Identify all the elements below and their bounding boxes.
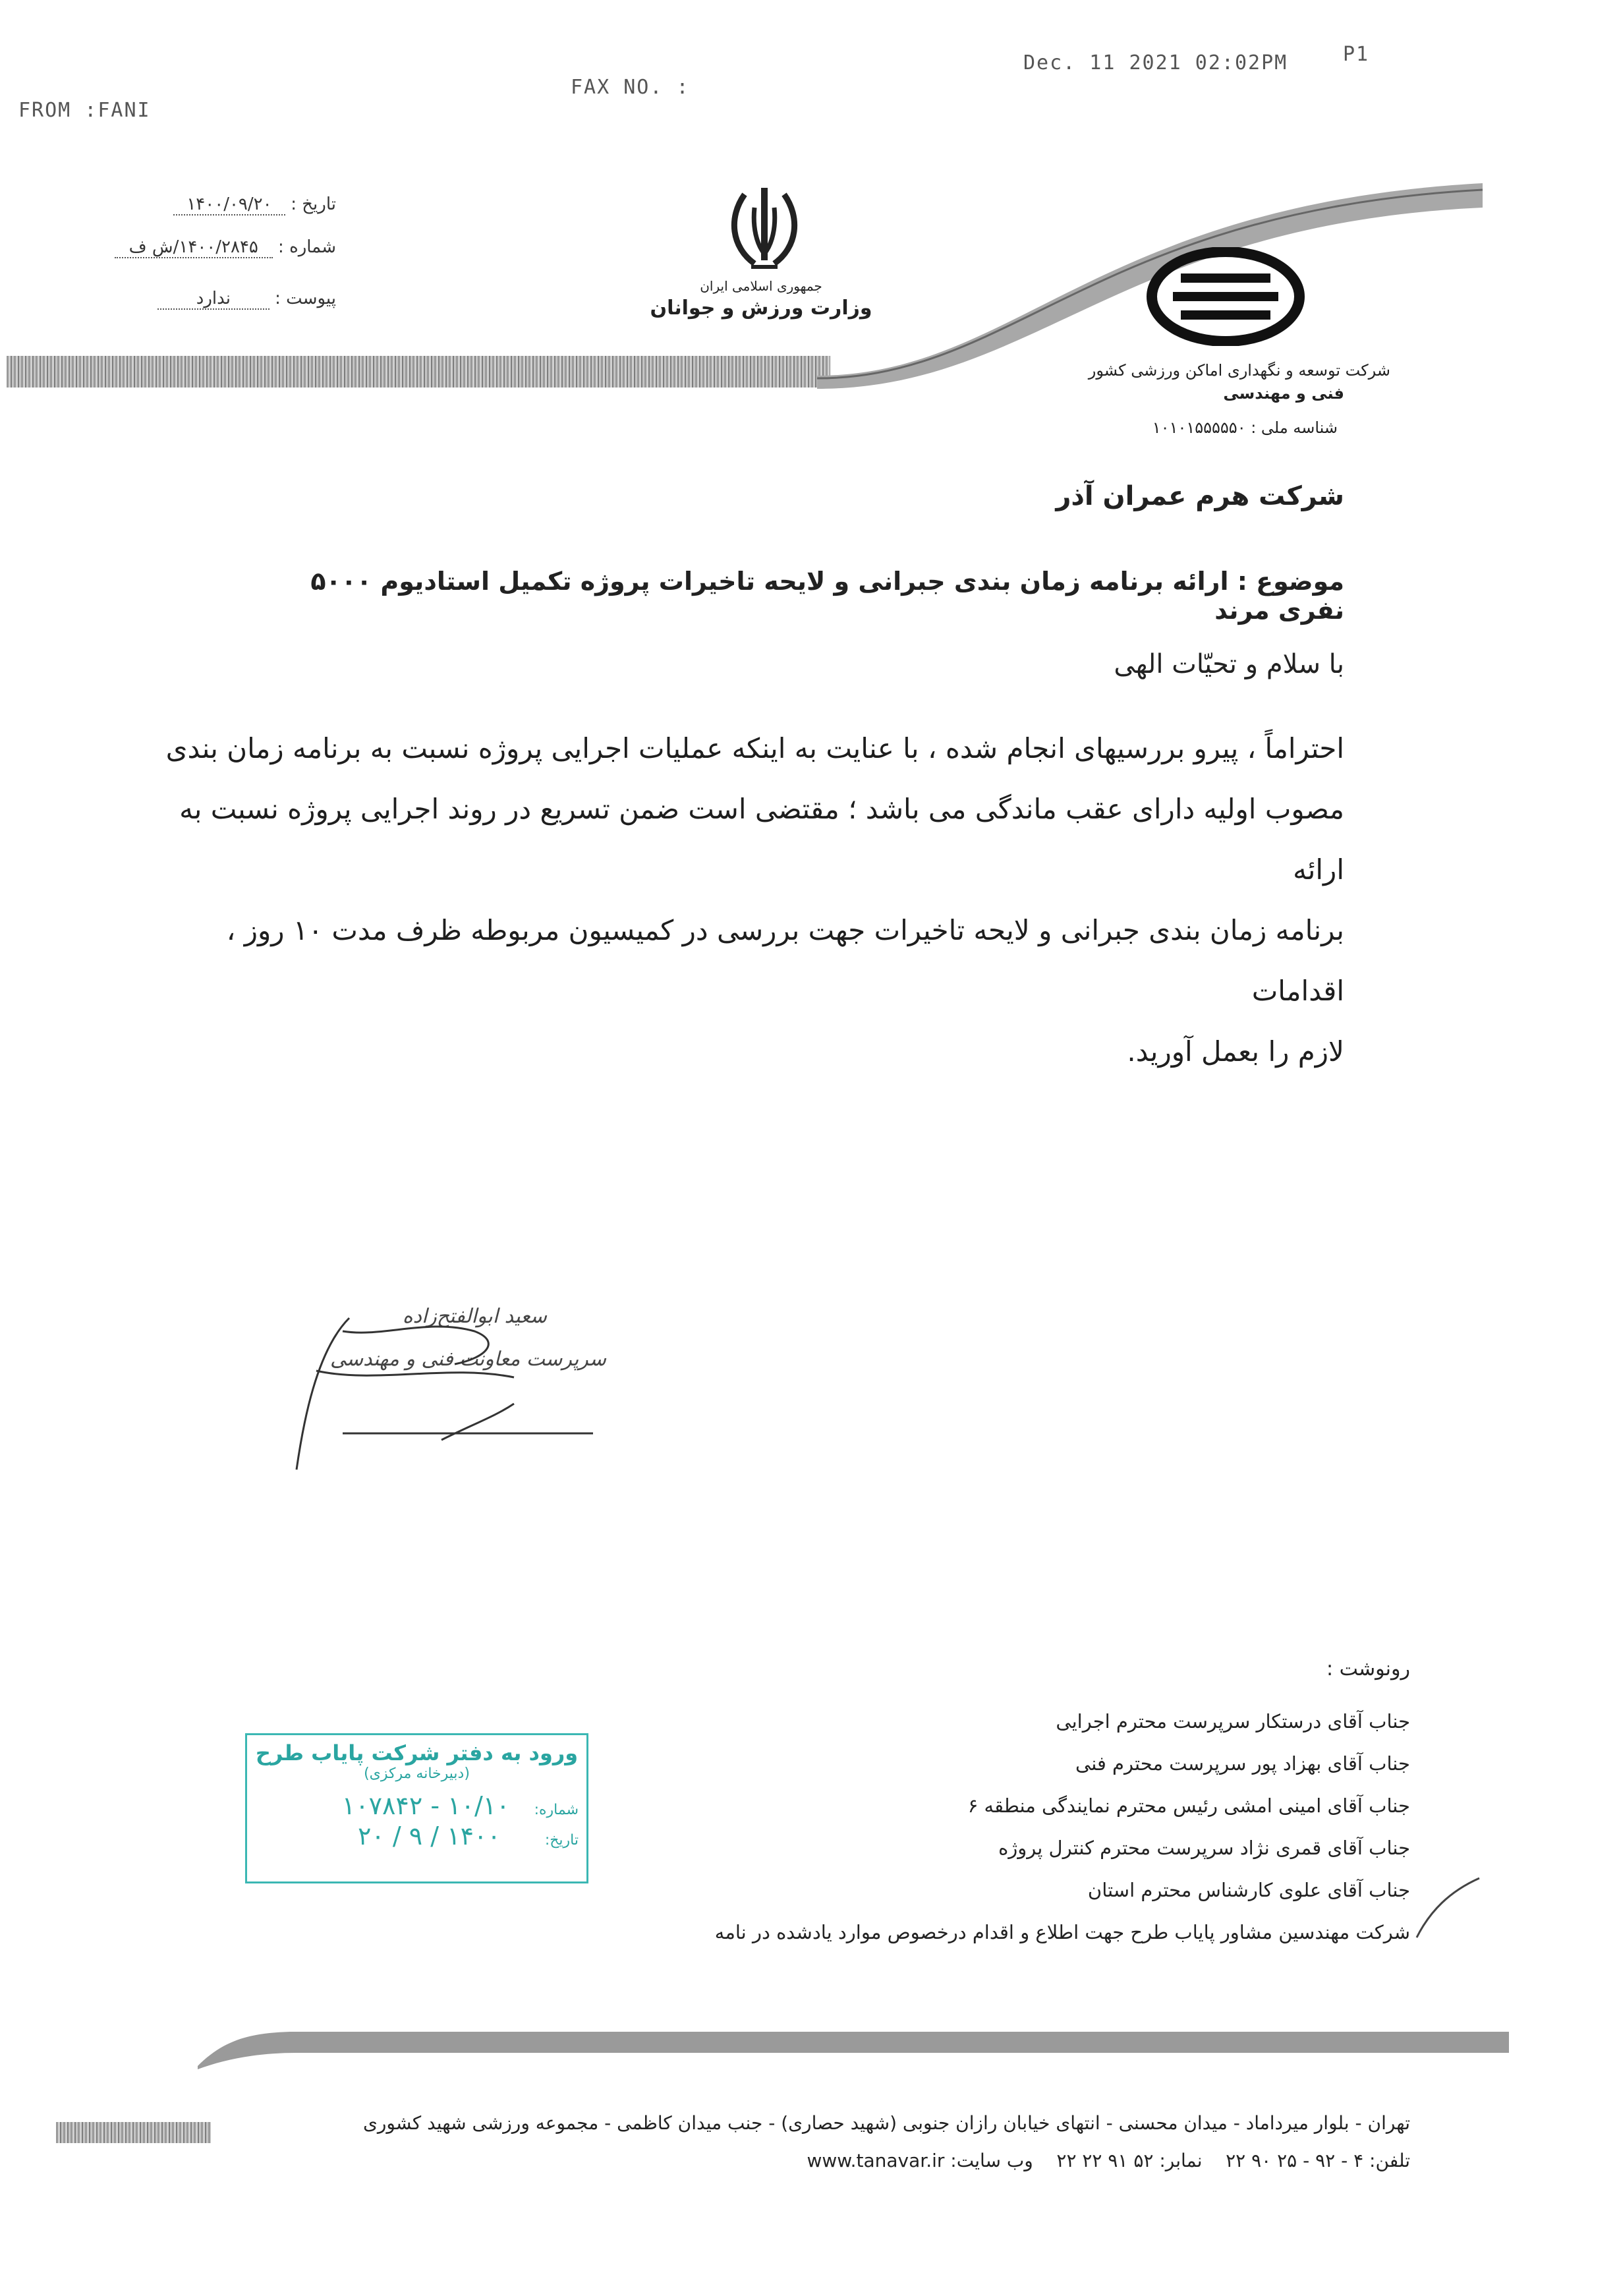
cc-list bbox=[619, 1700, 1410, 1953]
ministry-country: جمهوری اسلامی ایران bbox=[700, 278, 822, 294]
cc-item: شرکت مهندسین مشاور پایاب طرح جهت اطلاع و اقدام درخصوص موارد یادشده در نامه bbox=[714, 1921, 1410, 1943]
date-row bbox=[79, 194, 336, 215]
received-stamp bbox=[245, 1733, 588, 1883]
recipient: شرکت هرم عمران آذر bbox=[1056, 481, 1344, 511]
signature-name: سعید ابوالفتح‌زاده bbox=[402, 1305, 547, 1328]
fax-page: P1 bbox=[1343, 43, 1370, 66]
company-national-id: شناسه ملی : ۱۰۱۰۱۵۵۵۵۵۰ bbox=[1152, 418, 1338, 437]
fax-datetime: Dec. 11 2021 02:02PM bbox=[1023, 51, 1288, 74]
body-paragraph bbox=[165, 718, 1344, 1082]
number-label: شماره : bbox=[278, 237, 336, 257]
ministry-name: وزارت ورزش و جوانان bbox=[650, 297, 872, 320]
attachment-label: پیوست : bbox=[275, 289, 336, 308]
cc-item: جناب آقای درستکار سرپرست محترم اجرایی bbox=[1056, 1710, 1410, 1733]
iran-emblem-icon bbox=[718, 181, 810, 273]
number-row bbox=[33, 237, 336, 258]
footer-phone: تلفن: ۴ - ۹۲ - ۲۵ ۹۰ ۲۲ bbox=[1226, 2150, 1410, 2171]
company-name: شرکت توسعه و نگهداری اماکن ورزشی کشور bbox=[1088, 361, 1390, 380]
attachment-value: ندارد bbox=[157, 289, 270, 310]
stamp-number-value: ۱۰/۱۰ - ۱۰۷۸۴۲ bbox=[341, 1791, 510, 1820]
stamp-date-label: تاریخ: bbox=[544, 1832, 579, 1849]
cc-heading: رونوشت : bbox=[1326, 1657, 1410, 1680]
cc-item: جناب آقای امینی امشی رئیس محترم نمایندگی منطقه ۶ bbox=[967, 1794, 1410, 1817]
cc-item: جناب آقای بهزاد پور سرپرست محترم فنی bbox=[1075, 1752, 1410, 1775]
stamp-date-value: ۱۴۰۰ / ۹ / ۲۰ bbox=[357, 1822, 501, 1851]
signature-scribble bbox=[277, 1292, 606, 1483]
stamp-number-label: شماره: bbox=[534, 1802, 579, 1818]
cc-item: جناب آقای قمری نژاد سرپرست محترم کنترل پروژه bbox=[998, 1837, 1410, 1859]
cc-pen-mark bbox=[1410, 1872, 1483, 1944]
number-value: ۱۴۰۰/۲۸۴۵/ش ف bbox=[115, 237, 273, 258]
header-band-left bbox=[7, 356, 830, 387]
cc-item: جناب آقای علوی کارشناس محترم استان bbox=[1087, 1879, 1410, 1901]
fax-from: FROM :FANI bbox=[18, 99, 151, 122]
stamp-date-row bbox=[247, 1822, 586, 1851]
footer-swoosh bbox=[198, 2026, 1509, 2073]
body-line: لازم را بعمل آورید. bbox=[1127, 1035, 1344, 1068]
company-department: فنی و مهندسی bbox=[1223, 384, 1344, 403]
signature-title: سرپرست معاونت فنی و مهندسی bbox=[329, 1348, 606, 1371]
date-value: ۱۴۰۰/۰۹/۲۰ bbox=[173, 194, 285, 215]
footer-website-label: وب سایت: bbox=[950, 2150, 1033, 2171]
subject-line: موضوع : ارائه برنامه زمان بندی جبرانی و لایحه تاخیرات پروژه تکمیل استادیوم ۵۰۰۰ نفری مرند bbox=[310, 567, 1344, 625]
stamp-title: ورود به دفتر شرکت پایاب طرح bbox=[255, 1740, 579, 1765]
footer-website[interactable]: www.tanavar.ir bbox=[807, 2150, 945, 2171]
greeting: با سلام و تحیّات الهی bbox=[1114, 649, 1344, 679]
stamp-subtitle: (دبیرخانه مرکزی) bbox=[364, 1765, 470, 1782]
stamp-number-row bbox=[247, 1791, 586, 1820]
footer-fax: نمابر: ۵۲ ۹۱ ۲۲ ۲۲ bbox=[1056, 2150, 1203, 2171]
body-line: احتراماً ، پیرو بررسیهای انجام شده ، با عنایت به اینکه عملیات اجرایی پروژه نسبت به برنامه زمان بندی bbox=[165, 732, 1344, 764]
footer-address: تهران - بلوار میرداماد - میدان محسنی - انتهای خیابان رازان جنوبی (شهید حصاری) - جنب میدان کاظمی - مجموعه ورزشی شهید کشوری bbox=[362, 2112, 1410, 2134]
company-logo-icon bbox=[1147, 247, 1305, 346]
footer-contact bbox=[455, 2150, 1410, 2171]
attachment-row bbox=[79, 289, 336, 310]
footer-band bbox=[56, 2122, 211, 2143]
body-line: مصوب اولیه دارای عقب ماندگی می باشد ؛ مقتضی است ضمن تسریع در روند اجرایی پروژه نسبت به ارائه bbox=[179, 793, 1344, 886]
body-line: برنامه زمان بندی جبرانی و لایحه تاخیرات جهت بررسی در کمیسیون مربوطه ظرف مدت ۱۰ روز ، اقدامات bbox=[226, 914, 1344, 1007]
date-label: تاریخ : bbox=[291, 194, 336, 214]
fax-number-label: FAX NO. : bbox=[571, 76, 690, 99]
